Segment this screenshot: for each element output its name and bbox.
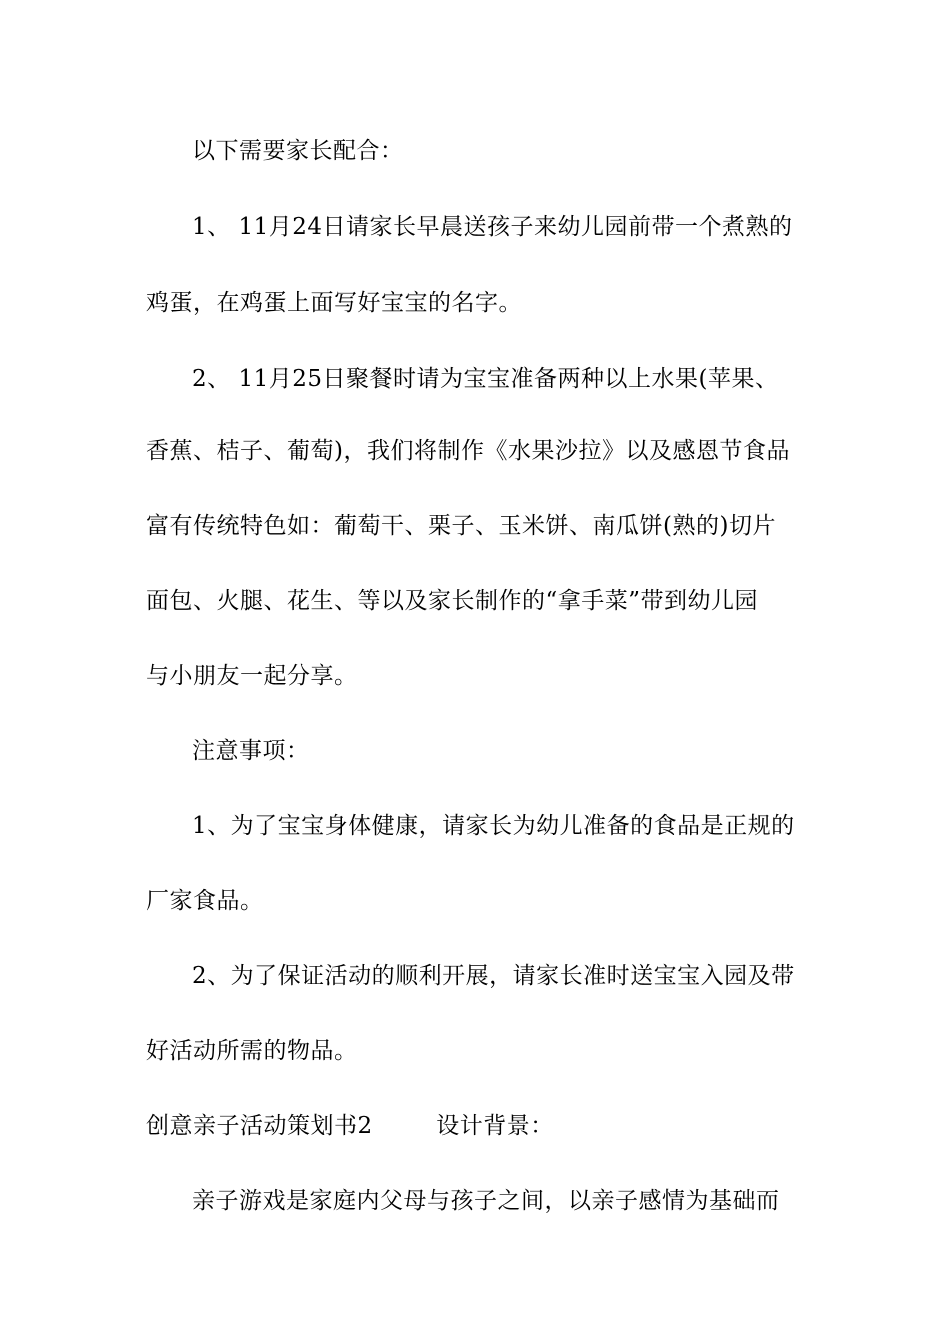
paragraph-note-2-line-2: 好活动所需的物品。 [146, 1038, 358, 1064]
paragraph-item-2-line-2: 香蕉、桔子、葡萄)，我们将制作《水果沙拉》以及感恩节食品 [146, 438, 790, 464]
paragraph-item-1-line-2: 鸡蛋，在鸡蛋上面写好宝宝的名字。 [146, 290, 522, 316]
paragraph-notes-heading: 注意事项： [192, 738, 310, 764]
paragraph-item-2-line-1: 2、 11月25日聚餐时请为宝宝准备两种以上水果(苹果、 [192, 366, 779, 392]
paragraph-note-2-line-1: 2、为了保证活动的顺利开展，请家长准时送宝宝入园及带 [192, 963, 795, 989]
section-title: 创意亲子活动策划书2 [146, 1113, 373, 1139]
paragraph-note-1-line-2: 厂家食品。 [146, 888, 264, 914]
paragraph-note-1-line-1: 1、为了宝宝身体健康，请家长为幼儿准备的食品是正规的 [192, 813, 795, 839]
section-subtitle: 设计背景： [436, 1113, 554, 1139]
paragraph-item-1-line-1: 1、 11月24日请家长早晨送孩子来幼儿园前带一个煮熟的 [192, 214, 793, 240]
paragraph-parent-cooperation-intro: 以下需要家长配合： [192, 138, 404, 164]
paragraph-item-2-line-4: 面包、火腿、花生、等以及家长制作的“拿手菜”带到幼儿园 [146, 588, 759, 614]
section-heading-line [146, 1111, 816, 1141]
paragraph-item-2-line-5: 与小朋友一起分享。 [146, 663, 358, 689]
paragraph-item-2-line-3: 富有传统特色如：葡萄干、栗子、玉米饼、南瓜饼(熟的)切片 [146, 513, 776, 539]
paragraph-background-line-1: 亲子游戏是家庭内父母与孩子之间，以亲子感情为基础而 [192, 1188, 780, 1214]
